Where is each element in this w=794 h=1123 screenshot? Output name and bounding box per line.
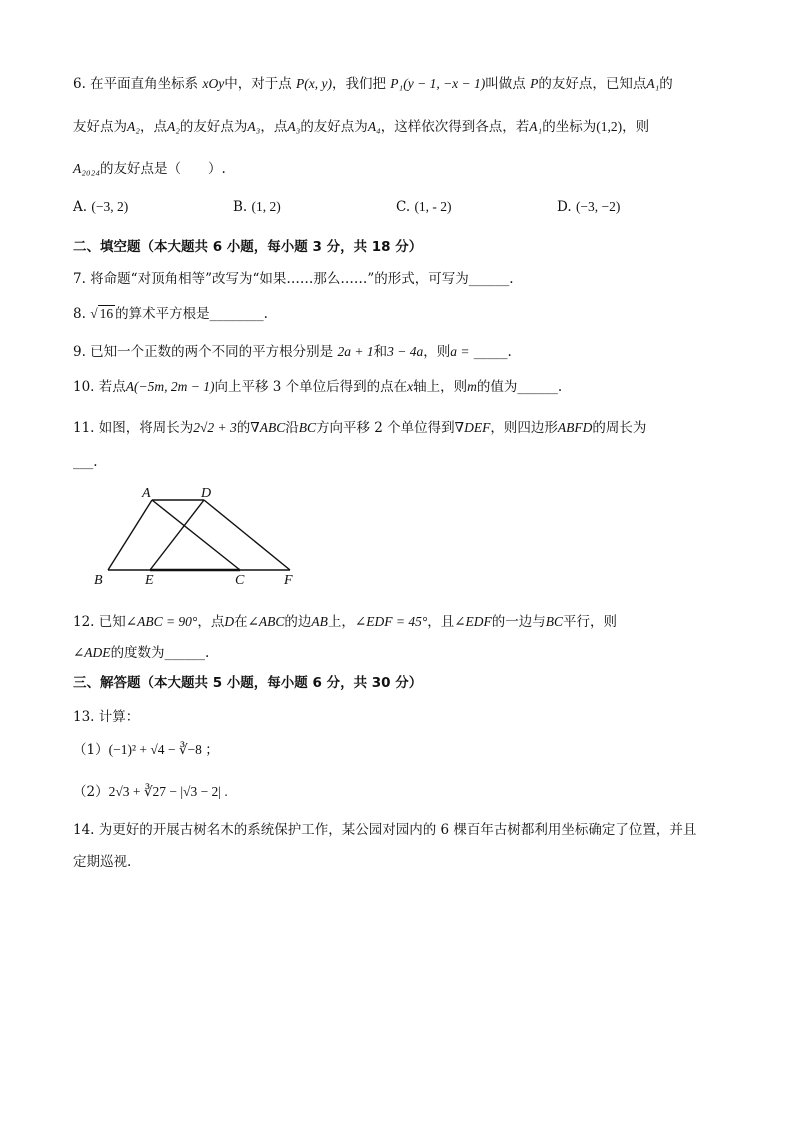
segment-df	[204, 500, 290, 570]
label-e: E	[145, 573, 154, 588]
q6-option-b: B. (1, 2)	[233, 199, 281, 215]
q13-part-2: （2）2√3 + ∛27 − |√3 − 2| .	[73, 784, 228, 800]
q11-line-1: 11. 如图，将周长为2√2 + 3的∇ABC沿BC方向平移 2 个单位得到∇DEF，则四边形ABFD的周长为	[73, 420, 647, 436]
q12-line-2: ∠ADE的度数为______.	[73, 645, 210, 661]
q6-option-d: D. (−3, −2)	[557, 199, 621, 215]
q7: 7. 将命题“对顶角相等”改写为“如果……那么……”的形式，可写为______.	[73, 271, 514, 287]
q6-line-3: A₂₀₂₄的友好点是（ ）.	[73, 161, 226, 177]
q13-part-1: （1）(−1)² + √4 − ∛−8 ；	[73, 742, 219, 758]
q6-line-2: 友好点为A₂，点A₂的友好点为A₃，点A₃的友好点为A₄，这样依次得到各点，若A₁的坐标为(1,2)，则	[73, 119, 650, 135]
q6-option-a: A. (−3, 2)	[73, 199, 129, 215]
q8: 8. √ 16 的算术平方根是________.	[73, 306, 268, 322]
label-c: C	[235, 573, 245, 588]
q14-line-1: 14. 为更好的开展古树名木的系统保护工作，某公园对园内的 6 棵百年古树都利用坐标确定了位置，并且	[73, 822, 697, 838]
section-3-title: 三、解答题（本大题共 5 小题，每小题 6 分，共 30 分）	[73, 675, 423, 691]
section-2-title: 二、填空题（本大题共 6 小题，每小题 3 分，共 18 分）	[73, 239, 423, 255]
sqrt-sign: √	[90, 306, 98, 321]
q11-line-2: ___.	[73, 454, 98, 470]
q12-line-1: 12. 已知∠ABC = 90°，点D在∠ABC的边AB上，∠EDF = 45°，且∠EDF的一边与BC平行，则	[73, 614, 618, 630]
q6-option-c: C. (1, - 2)	[396, 199, 452, 215]
label-f: F	[284, 573, 293, 588]
q14-line-2: 定期巡视.	[73, 854, 132, 870]
q6-line-1: 6. 在平面直角坐标系 xOy中，对于点 P(x, y)，我们把 P₁(y − 1, −x − 1)叫做点 P的友好点，已知点A₁的	[73, 76, 673, 92]
label-d: D	[201, 486, 212, 501]
q13-title: 13. 计算：	[73, 709, 140, 725]
segment-ab	[108, 500, 152, 570]
label-b: B	[94, 573, 103, 588]
label-a: A	[142, 486, 151, 501]
q9: 9. 已知一个正数的两个不同的平方根分别是 2a + 1和3 − 4a，则a = _____.	[73, 344, 512, 360]
q11-figure	[88, 484, 308, 592]
q10: 10. 若点A(−5m, 2m − 1)向上平移 3 个单位后得到的点在x轴上，则m的值为______.	[73, 379, 563, 395]
